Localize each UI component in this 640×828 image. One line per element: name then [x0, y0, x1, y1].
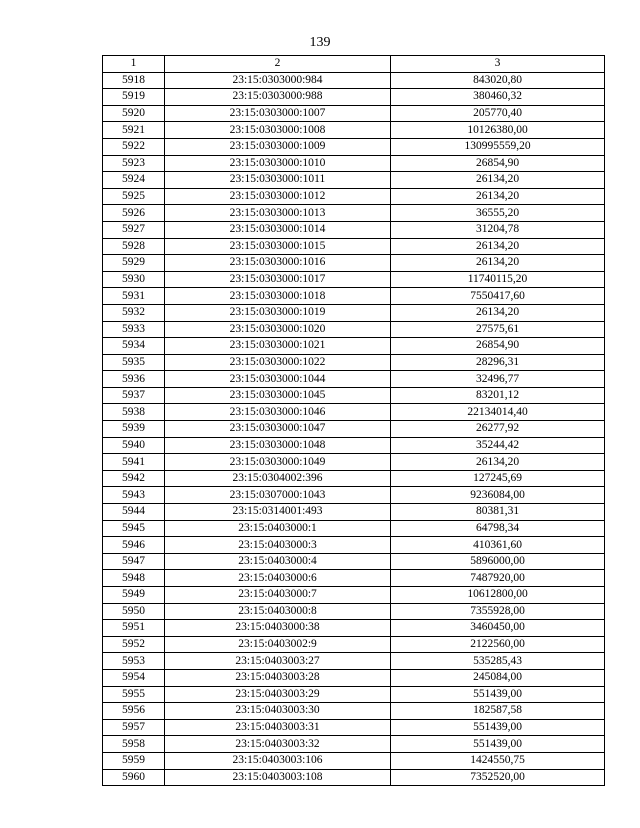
table-row	[103, 553, 605, 570]
value-cell: 7352520,00	[391, 769, 605, 786]
table-row	[103, 371, 605, 388]
row-number-cell: 5922	[103, 138, 165, 155]
row-number-cell: 5927	[103, 221, 165, 238]
table-row	[103, 354, 605, 371]
row-number-cell: 5925	[103, 188, 165, 205]
cadastral-number-cell: 23:15:0403000:1	[165, 520, 391, 537]
row-number-cell: 5948	[103, 570, 165, 587]
cadastral-number-cell: 23:15:0303000:1010	[165, 155, 391, 172]
value-cell: 36555,20	[391, 205, 605, 222]
cadastral-number-cell: 23:15:0303000:1047	[165, 421, 391, 438]
table-row	[103, 570, 605, 587]
cadastral-number-cell: 23:15:0403000:3	[165, 537, 391, 554]
cadastral-number-cell: 23:15:0303000:1009	[165, 138, 391, 155]
value-cell: 10612800,00	[391, 587, 605, 604]
row-number-cell: 5934	[103, 338, 165, 355]
cadastral-number-cell: 23:15:0303000:1044	[165, 371, 391, 388]
value-cell: 5896000,00	[391, 553, 605, 570]
row-number-cell: 5932	[103, 304, 165, 321]
value-cell: 205770,40	[391, 105, 605, 122]
row-number-cell: 5940	[103, 437, 165, 454]
cadastral-number-cell: 23:15:0303000:1046	[165, 404, 391, 421]
row-number-cell: 5950	[103, 603, 165, 620]
row-number-cell: 5949	[103, 587, 165, 604]
cadastral-number-cell: 23:15:0303000:1015	[165, 238, 391, 255]
table-row	[103, 338, 605, 355]
value-cell: 26854,90	[391, 338, 605, 355]
page-number: 139	[309, 35, 331, 50]
table-row	[103, 321, 605, 338]
row-number-cell: 5926	[103, 205, 165, 222]
value-cell: 9236084,00	[391, 487, 605, 504]
table-row	[103, 437, 605, 454]
cadastral-number-cell: 23:15:0403002:9	[165, 636, 391, 653]
table-row	[103, 387, 605, 404]
cadastral-number-cell: 23:15:0303000:1020	[165, 321, 391, 338]
table-row	[103, 587, 605, 604]
row-number-cell: 5919	[103, 89, 165, 106]
table-row	[103, 172, 605, 189]
table-row	[103, 205, 605, 222]
cadastral-number-cell: 23:15:0303000:1022	[165, 354, 391, 371]
table-row	[103, 304, 605, 321]
row-number-cell: 5928	[103, 238, 165, 255]
column-header-2: 2	[165, 56, 391, 73]
table-row	[103, 122, 605, 139]
row-number-cell: 5931	[103, 288, 165, 305]
table-row	[103, 255, 605, 272]
value-cell: 26134,20	[391, 238, 605, 255]
value-cell: 35244,42	[391, 437, 605, 454]
value-cell: 26134,20	[391, 304, 605, 321]
row-number-cell: 5958	[103, 736, 165, 753]
row-number-cell: 5951	[103, 620, 165, 637]
value-cell: 245084,00	[391, 669, 605, 686]
row-number-cell: 5959	[103, 752, 165, 769]
row-number-cell: 5943	[103, 487, 165, 504]
row-number-cell: 5947	[103, 553, 165, 570]
row-number-cell: 5937	[103, 387, 165, 404]
row-number-cell: 5954	[103, 669, 165, 686]
cadastral-number-cell: 23:15:0303000:1048	[165, 437, 391, 454]
cadastral-number-cell: 23:15:0303000:1019	[165, 304, 391, 321]
column-header-3: 3	[391, 56, 605, 73]
table-row	[103, 487, 605, 504]
value-cell: 80381,31	[391, 504, 605, 521]
cadastral-number-cell: 23:15:0314001:493	[165, 504, 391, 521]
row-number-cell: 5945	[103, 520, 165, 537]
row-number-cell: 5933	[103, 321, 165, 338]
cadastral-number-cell: 23:15:0403000:4	[165, 553, 391, 570]
cadastral-number-cell: 23:15:0303000:1008	[165, 122, 391, 139]
value-cell: 551439,00	[391, 686, 605, 703]
row-number-cell: 5957	[103, 719, 165, 736]
table-row	[103, 669, 605, 686]
value-cell: 83201,12	[391, 387, 605, 404]
column-header-1: 1	[103, 56, 165, 73]
row-number-cell: 5924	[103, 172, 165, 189]
table-row	[103, 752, 605, 769]
row-number-cell: 5936	[103, 371, 165, 388]
cadastral-number-cell: 23:15:0304002:396	[165, 470, 391, 487]
row-number-cell: 5939	[103, 421, 165, 438]
cadastral-number-cell: 23:15:0303000:1007	[165, 105, 391, 122]
cadastral-number-cell: 23:15:0303000:1013	[165, 205, 391, 222]
value-cell: 535285,43	[391, 653, 605, 670]
cadastral-number-cell: 23:15:0403000:38	[165, 620, 391, 637]
row-number-cell: 5960	[103, 769, 165, 786]
row-number-cell: 5929	[103, 255, 165, 272]
table-row	[103, 221, 605, 238]
value-cell: 2122560,00	[391, 636, 605, 653]
row-number-cell: 5953	[103, 653, 165, 670]
value-cell: 32496,77	[391, 371, 605, 388]
cadastral-number-cell: 23:15:0303000:988	[165, 89, 391, 106]
row-number-cell: 5956	[103, 703, 165, 720]
cadastral-number-cell: 23:15:0303000:1021	[165, 338, 391, 355]
table-row	[103, 271, 605, 288]
value-cell: 380460,32	[391, 89, 605, 106]
cadastral-number-cell: 23:15:0307000:1043	[165, 487, 391, 504]
value-cell: 11740115,20	[391, 271, 605, 288]
table-row	[103, 603, 605, 620]
table-row	[103, 537, 605, 554]
table-row	[103, 520, 605, 537]
value-cell: 26134,20	[391, 188, 605, 205]
table-row	[103, 719, 605, 736]
row-number-cell: 5923	[103, 155, 165, 172]
value-cell: 31204,78	[391, 221, 605, 238]
data-table	[102, 55, 605, 786]
value-cell: 10126380,00	[391, 122, 605, 139]
cadastral-number-cell: 23:15:0303000:1045	[165, 387, 391, 404]
table-row	[103, 288, 605, 305]
value-cell: 130995559,20	[391, 138, 605, 155]
table-header	[103, 56, 605, 73]
cadastral-number-cell: 23:15:0403003:30	[165, 703, 391, 720]
cadastral-number-cell: 23:15:0403003:29	[165, 686, 391, 703]
table-row	[103, 653, 605, 670]
table-row	[103, 620, 605, 637]
row-number-cell: 5935	[103, 354, 165, 371]
value-cell: 22134014,40	[391, 404, 605, 421]
cadastral-number-cell: 23:15:0303000:1014	[165, 221, 391, 238]
value-cell: 27575,61	[391, 321, 605, 338]
cadastral-number-cell: 23:15:0403003:106	[165, 752, 391, 769]
table-row	[103, 72, 605, 89]
row-number-cell: 5930	[103, 271, 165, 288]
cadastral-number-cell: 23:15:0303000:1012	[165, 188, 391, 205]
table-row	[103, 736, 605, 753]
table-body	[103, 72, 605, 786]
value-cell: 26277,92	[391, 421, 605, 438]
header-row	[103, 56, 605, 73]
value-cell: 64798,34	[391, 520, 605, 537]
table-row	[103, 89, 605, 106]
table-row	[103, 470, 605, 487]
cadastral-number-cell: 23:15:0403003:27	[165, 653, 391, 670]
row-number-cell: 5921	[103, 122, 165, 139]
cadastral-number-cell: 23:15:0303000:1018	[165, 288, 391, 305]
cadastral-number-cell: 23:15:0303000:1011	[165, 172, 391, 189]
table-row	[103, 105, 605, 122]
table-row	[103, 421, 605, 438]
value-cell: 551439,00	[391, 719, 605, 736]
row-number-cell: 5944	[103, 504, 165, 521]
table-row	[103, 238, 605, 255]
value-cell: 7487920,00	[391, 570, 605, 587]
cadastral-number-cell: 23:15:0403000:6	[165, 570, 391, 587]
row-number-cell: 5918	[103, 72, 165, 89]
row-number-cell: 5941	[103, 454, 165, 471]
value-cell: 26134,20	[391, 172, 605, 189]
table-row	[103, 155, 605, 172]
cadastral-number-cell: 23:15:0403000:7	[165, 587, 391, 604]
cadastral-number-cell: 23:15:0303000:1016	[165, 255, 391, 272]
table-row	[103, 504, 605, 521]
value-cell: 551439,00	[391, 736, 605, 753]
cadastral-number-cell: 23:15:0403003:32	[165, 736, 391, 753]
row-number-cell: 5920	[103, 105, 165, 122]
table-row	[103, 188, 605, 205]
cadastral-number-cell: 23:15:0403003:28	[165, 669, 391, 686]
table-row	[103, 636, 605, 653]
cadastral-number-cell: 23:15:0303000:1049	[165, 454, 391, 471]
value-cell: 182587,58	[391, 703, 605, 720]
table-row	[103, 404, 605, 421]
row-number-cell: 5938	[103, 404, 165, 421]
cadastral-number-cell: 23:15:0303000:1017	[165, 271, 391, 288]
value-cell: 7355928,00	[391, 603, 605, 620]
value-cell: 26134,20	[391, 454, 605, 471]
value-cell: 3460450,00	[391, 620, 605, 637]
table-row	[103, 454, 605, 471]
row-number-cell: 5946	[103, 537, 165, 554]
value-cell: 410361,60	[391, 537, 605, 554]
value-cell: 26854,90	[391, 155, 605, 172]
cadastral-number-cell: 23:15:0403003:31	[165, 719, 391, 736]
table-row	[103, 703, 605, 720]
row-number-cell: 5942	[103, 470, 165, 487]
row-number-cell: 5955	[103, 686, 165, 703]
value-cell: 26134,20	[391, 255, 605, 272]
row-number-cell: 5952	[103, 636, 165, 653]
cadastral-number-cell: 23:15:0403003:108	[165, 769, 391, 786]
value-cell: 843020,80	[391, 72, 605, 89]
value-cell: 28296,31	[391, 354, 605, 371]
value-cell: 127245,69	[391, 470, 605, 487]
cadastral-number-cell: 23:15:0303000:984	[165, 72, 391, 89]
table-row	[103, 769, 605, 786]
value-cell: 1424550,75	[391, 752, 605, 769]
value-cell: 7550417,60	[391, 288, 605, 305]
cadastral-number-cell: 23:15:0403000:8	[165, 603, 391, 620]
table-row	[103, 686, 605, 703]
table-row	[103, 138, 605, 155]
